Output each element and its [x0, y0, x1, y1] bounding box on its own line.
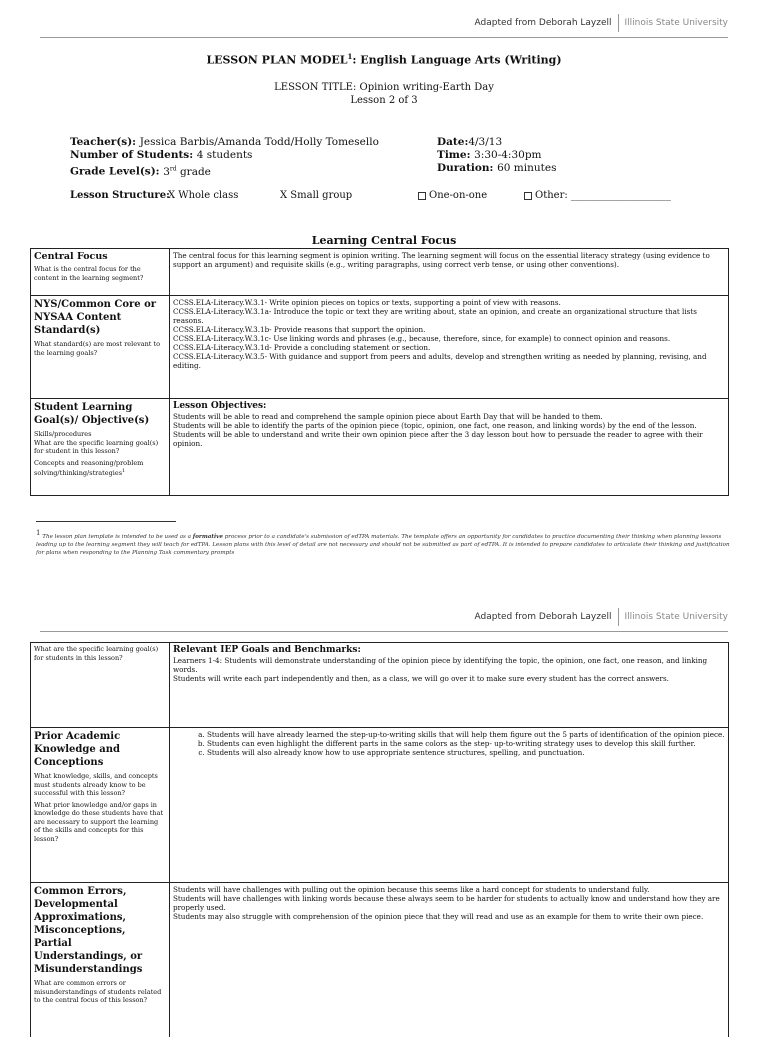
page-header	[475, 14, 728, 32]
header-divider	[618, 14, 619, 32]
standard-line: CCSS.ELA-Literacy.W.3.1b- Provide reasons that support the opinion.	[173, 325, 725, 334]
iep-line: Students will write each part independently and then, as a class, we will go over it to make sure every student has the correct answers.	[173, 674, 725, 683]
goals-content	[170, 399, 729, 496]
prior-prompt-2: What prior knowledge and/or gaps in knowledge do these students have that are necessary to support the learning of the skills and concepts for this lesson?	[34, 801, 166, 844]
table-row	[31, 643, 729, 728]
table-row	[31, 399, 729, 496]
error-line: Students will have challenges with linking words because these always seem to be harder for students to actually know and understand how they are properly used.	[173, 894, 725, 912]
prior-label-cell	[31, 728, 170, 883]
iep-content	[170, 643, 729, 728]
structure-small-group: X Small group	[280, 189, 352, 202]
error-line: Students will have challenges with pulling out the opinion because this seems like a hard concept for students to understand fully.	[173, 885, 725, 894]
table-row	[31, 728, 729, 883]
standard-line: CCSS.ELA-Literacy.W.3.5- With guidance and support from peers and adults, develop and strengthen writing as needed by planning, revising, and editing.	[173, 352, 725, 370]
lesson-duration: Duration: 60 minutes	[437, 162, 556, 175]
goals-heading: Student Learning Goal(s)/ Objective(s)	[34, 401, 166, 427]
standard-line: CCSS.ELA-Literacy.W.3.1c- Use linking words and phrases (e.g., because, therefore, since, for example) to connect opinion and reasons.	[173, 334, 725, 343]
objective-line: Students will be able to read and comprehend the sample opinion piece about Earth Day that will be handed to them.	[173, 412, 725, 421]
iep-heading: Relevant IEP Goals and Benchmarks:	[173, 645, 725, 656]
lesson-time: Time: 3:30-4:30pm	[437, 149, 542, 162]
table-row	[31, 249, 729, 296]
table-row	[31, 296, 729, 399]
list-item: c. Students will also already know how to use appropriate sentence structures, spelling, and punctuation.	[207, 748, 725, 757]
university-text: Illinois State University	[625, 18, 729, 28]
central-focus-label-cell	[31, 249, 170, 296]
standards-label-cell	[31, 296, 170, 399]
teacher-info: Teacher(s): Jessica Barbis/Amanda Todd/Holly Tomesello	[70, 136, 379, 149]
central-focus-content: The central focus for this learning segment is opinion writing. The learning segment will focus on the essential literacy strategy (using evidence to support an argument) and requisite skills (e.g., writing paragraphs, using correct verb tense, or using other conventions).	[170, 249, 729, 296]
header-divider	[618, 608, 619, 626]
objectives-heading: Lesson Objectives:	[173, 401, 725, 412]
lesson-date: Date:4/3/13	[437, 136, 502, 149]
university-text: Illinois State University	[625, 612, 729, 622]
errors-content	[170, 883, 729, 1037]
prior-knowledge-table	[30, 642, 729, 1037]
structure-label: Lesson Structure:	[70, 189, 170, 202]
footnote: $^1$ The lesson plan template is intended to be used as a formative process prior to a candidate's submission of edTPA materials. The template offers an opportunity for candidates to practice documenting their thinking when planning lessons leading up to the learning segment they will teach for edTPA. Lesson plans with this level of detail are not necessary and should not be submitted as part of edTPA. It is intended to prepare candidates to articulate their thinking and justification for plans when responding to the Planning Task commentary prompts	[36, 529, 736, 557]
list-item: a. Students will have already learned the step-up-to-writing skills that will help them figure out the 5 parts of identification of the opinion piece.	[207, 730, 725, 739]
prior-heading: Prior Academic Knowledge and Conceptions	[34, 730, 166, 769]
goals-label-cell	[31, 399, 170, 496]
header-rule	[40, 631, 728, 632]
goals-skills-label: Skills/procedures	[34, 430, 166, 439]
table-row	[31, 883, 729, 1037]
objective-line: Students will be able to identify the parts of the opinion piece (topic, opinion, one fact, one reason, and linking words) by the end of the lesson.	[173, 421, 725, 430]
central-focus-heading: Central Focus	[34, 251, 166, 263]
prior-content	[170, 728, 729, 883]
iep-line: Learners 1-4: Students will demonstrate understanding of the opinion piece by identifying the topic, the opinion, one fact, one reason, and linking words.	[173, 656, 725, 674]
adapted-from-text: Adapted from Deborah Layzell	[475, 612, 618, 622]
central-focus-table	[30, 248, 729, 496]
list-item: b. Students can even highlight the different parts in the same colors as the step- up-to-writing strategy uses to develop this skill further.	[207, 739, 725, 748]
errors-heading: Common Errors, Developmental Approximations, Misconceptions, Partial Understandings, or Misunderstandings	[34, 885, 166, 976]
objective-line: Students will be able to understand and write their own opinion piece after the 3 day lesson bout how to persuade the reader to agree with their opinion.	[173, 430, 725, 448]
central-focus-prompt: What is the central focus for the content in the learning segment?	[34, 265, 166, 282]
header-rule	[40, 37, 728, 38]
structure-other: Other: ____________________	[524, 189, 671, 202]
document-title: LESSON PLAN MODEL$^1$: English Language Arts (Writing)	[0, 52, 768, 67]
checkbox-icon	[418, 192, 426, 200]
iep-label-cell	[31, 643, 170, 728]
checkbox-icon	[524, 192, 532, 200]
standards-prompt: What standard(s) are most relevant to the learning goals?	[34, 340, 166, 357]
errors-prompt: What are common errors or misunderstandings of students related to the central focus of this lesson?	[34, 979, 166, 1005]
footnote-rule	[36, 521, 176, 522]
error-line: Students may also struggle with comprehension of the opinion piece that they will read and use as an example for them to write their own piece.	[173, 912, 725, 921]
standard-line: CCSS.ELA-Literacy.W.3.1a- Introduce the topic or text they are writing about, state an opinion, and create an organizational structure that lists reasons.	[173, 307, 725, 325]
student-count: Number of Students: 4 students	[70, 149, 252, 162]
grade-level: Grade Level(s): 3rd grade	[70, 162, 211, 179]
standard-line: CCSS.ELA-Literacy.W.3.1- Write opinion pieces on topics or texts, supporting a point of view with reasons.	[173, 298, 725, 307]
section-title: Learning Central Focus	[0, 234, 768, 247]
standard-line: CCSS.ELA-Literacy.W.3.1d- Provide a concluding statement or section.	[173, 343, 725, 352]
adapted-from-text: Adapted from Deborah Layzell	[475, 18, 618, 28]
structure-one-on-one: One-on-one	[418, 189, 487, 202]
standards-heading: NYS/Common Core or NYSAA Content Standard(s)	[34, 298, 166, 337]
iep-prompt: What are the specific learning goal(s) for students in this lesson?	[34, 645, 166, 662]
errors-label-cell	[31, 883, 170, 1037]
page-header-2	[475, 608, 728, 626]
lesson-number: Lesson 2 of 3	[0, 94, 768, 107]
standards-content	[170, 296, 729, 399]
lesson-title: LESSON TITLE: Opinion writing-Earth Day	[0, 81, 768, 94]
goals-concepts-label: Concepts and reasoning/problem solving/thinking/strategies$^1$	[34, 459, 166, 478]
prior-list	[173, 730, 725, 757]
prior-prompt-1: What knowledge, skills, and concepts must students already know to be successful with this lesson?	[34, 772, 166, 798]
goals-prompt: What are the specific learning goal(s) for student in this lesson?	[34, 439, 166, 456]
structure-whole-class: X Whole class	[168, 189, 238, 202]
